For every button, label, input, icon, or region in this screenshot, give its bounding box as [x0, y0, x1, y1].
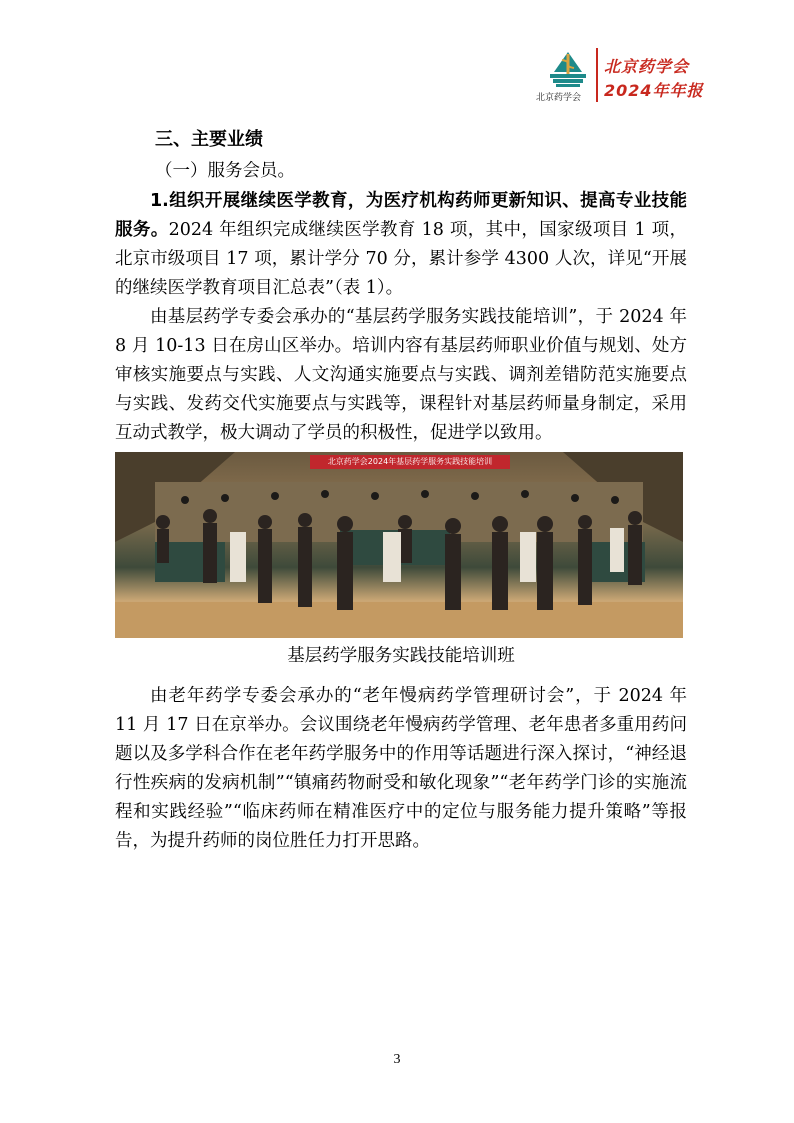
main-content: [115, 124, 687, 856]
item1-body: 2024 年组织完成继续医学教育 18 项，其中，国家级项目 1 项，北京市级项目 17 项，累计学分 70 分，累计参学 4300 人次，详见“开展的继续医学教育项目汇总表”（表 1）。: [115, 220, 687, 298]
item1-heading: 1.组织开展继续医学教育，为医疗机构药师更新知识、提高专业技能服务。: [115, 191, 687, 240]
subsection-title: （一）服务会员。: [155, 161, 295, 181]
section-title: 三、主要业绩: [155, 129, 263, 150]
logo-icon: [548, 50, 588, 88]
header-subtitle: 2024年年报: [604, 81, 704, 100]
page-header: [536, 48, 740, 106]
paragraph-seminar: 由老年药学专委会承办的“老年慢病药学管理研讨会”，于 2024 年 11 月 17 日在京举办。会议围绕老年慢病药学管理、老年患者多重用药问题以及多学科合作在老年药学服务中的作用等话题进行深入探讨，“神经退行性疾病的发病机制”“镇痛药物耐受和敏化现象”“老年药学门诊的实施流程和实践经验”“临床药师在精准医疗中的定位与服务能力提升策略”等报告，为提升药师的岗位胜任力打开思路。: [115, 686, 687, 851]
paragraph-training: 由基层药学专委会承办的“基层药学服务实践技能培训”，于 2024 年 8 月 10-13 日在房山区举办。培训内容有基层药师职业价值与规划、处方审核实施要点与实践、人文沟通实施要点与实践、调剂差错防范实施要点与实践、发药交代实施要点与实践等，课程针对基层药师量身制定，采用互动式教学，极大调动了学员的积极性，促进学以致用。: [115, 307, 687, 443]
society-logo: [536, 50, 598, 103]
header-divider: [596, 48, 598, 102]
photo-banner: 北京药学会2024年基层药学服务实践技能培训: [310, 455, 510, 469]
page-number: 3: [393, 1052, 401, 1067]
header-title: 北京药学会: [604, 57, 690, 76]
photo-scene: [115, 452, 683, 638]
paragraph-cme: [115, 187, 687, 303]
group-photo: [115, 452, 683, 638]
logo-label: 北京药学会: [536, 93, 582, 103]
photo-caption: 基层药学服务实践技能培训班: [287, 646, 515, 666]
